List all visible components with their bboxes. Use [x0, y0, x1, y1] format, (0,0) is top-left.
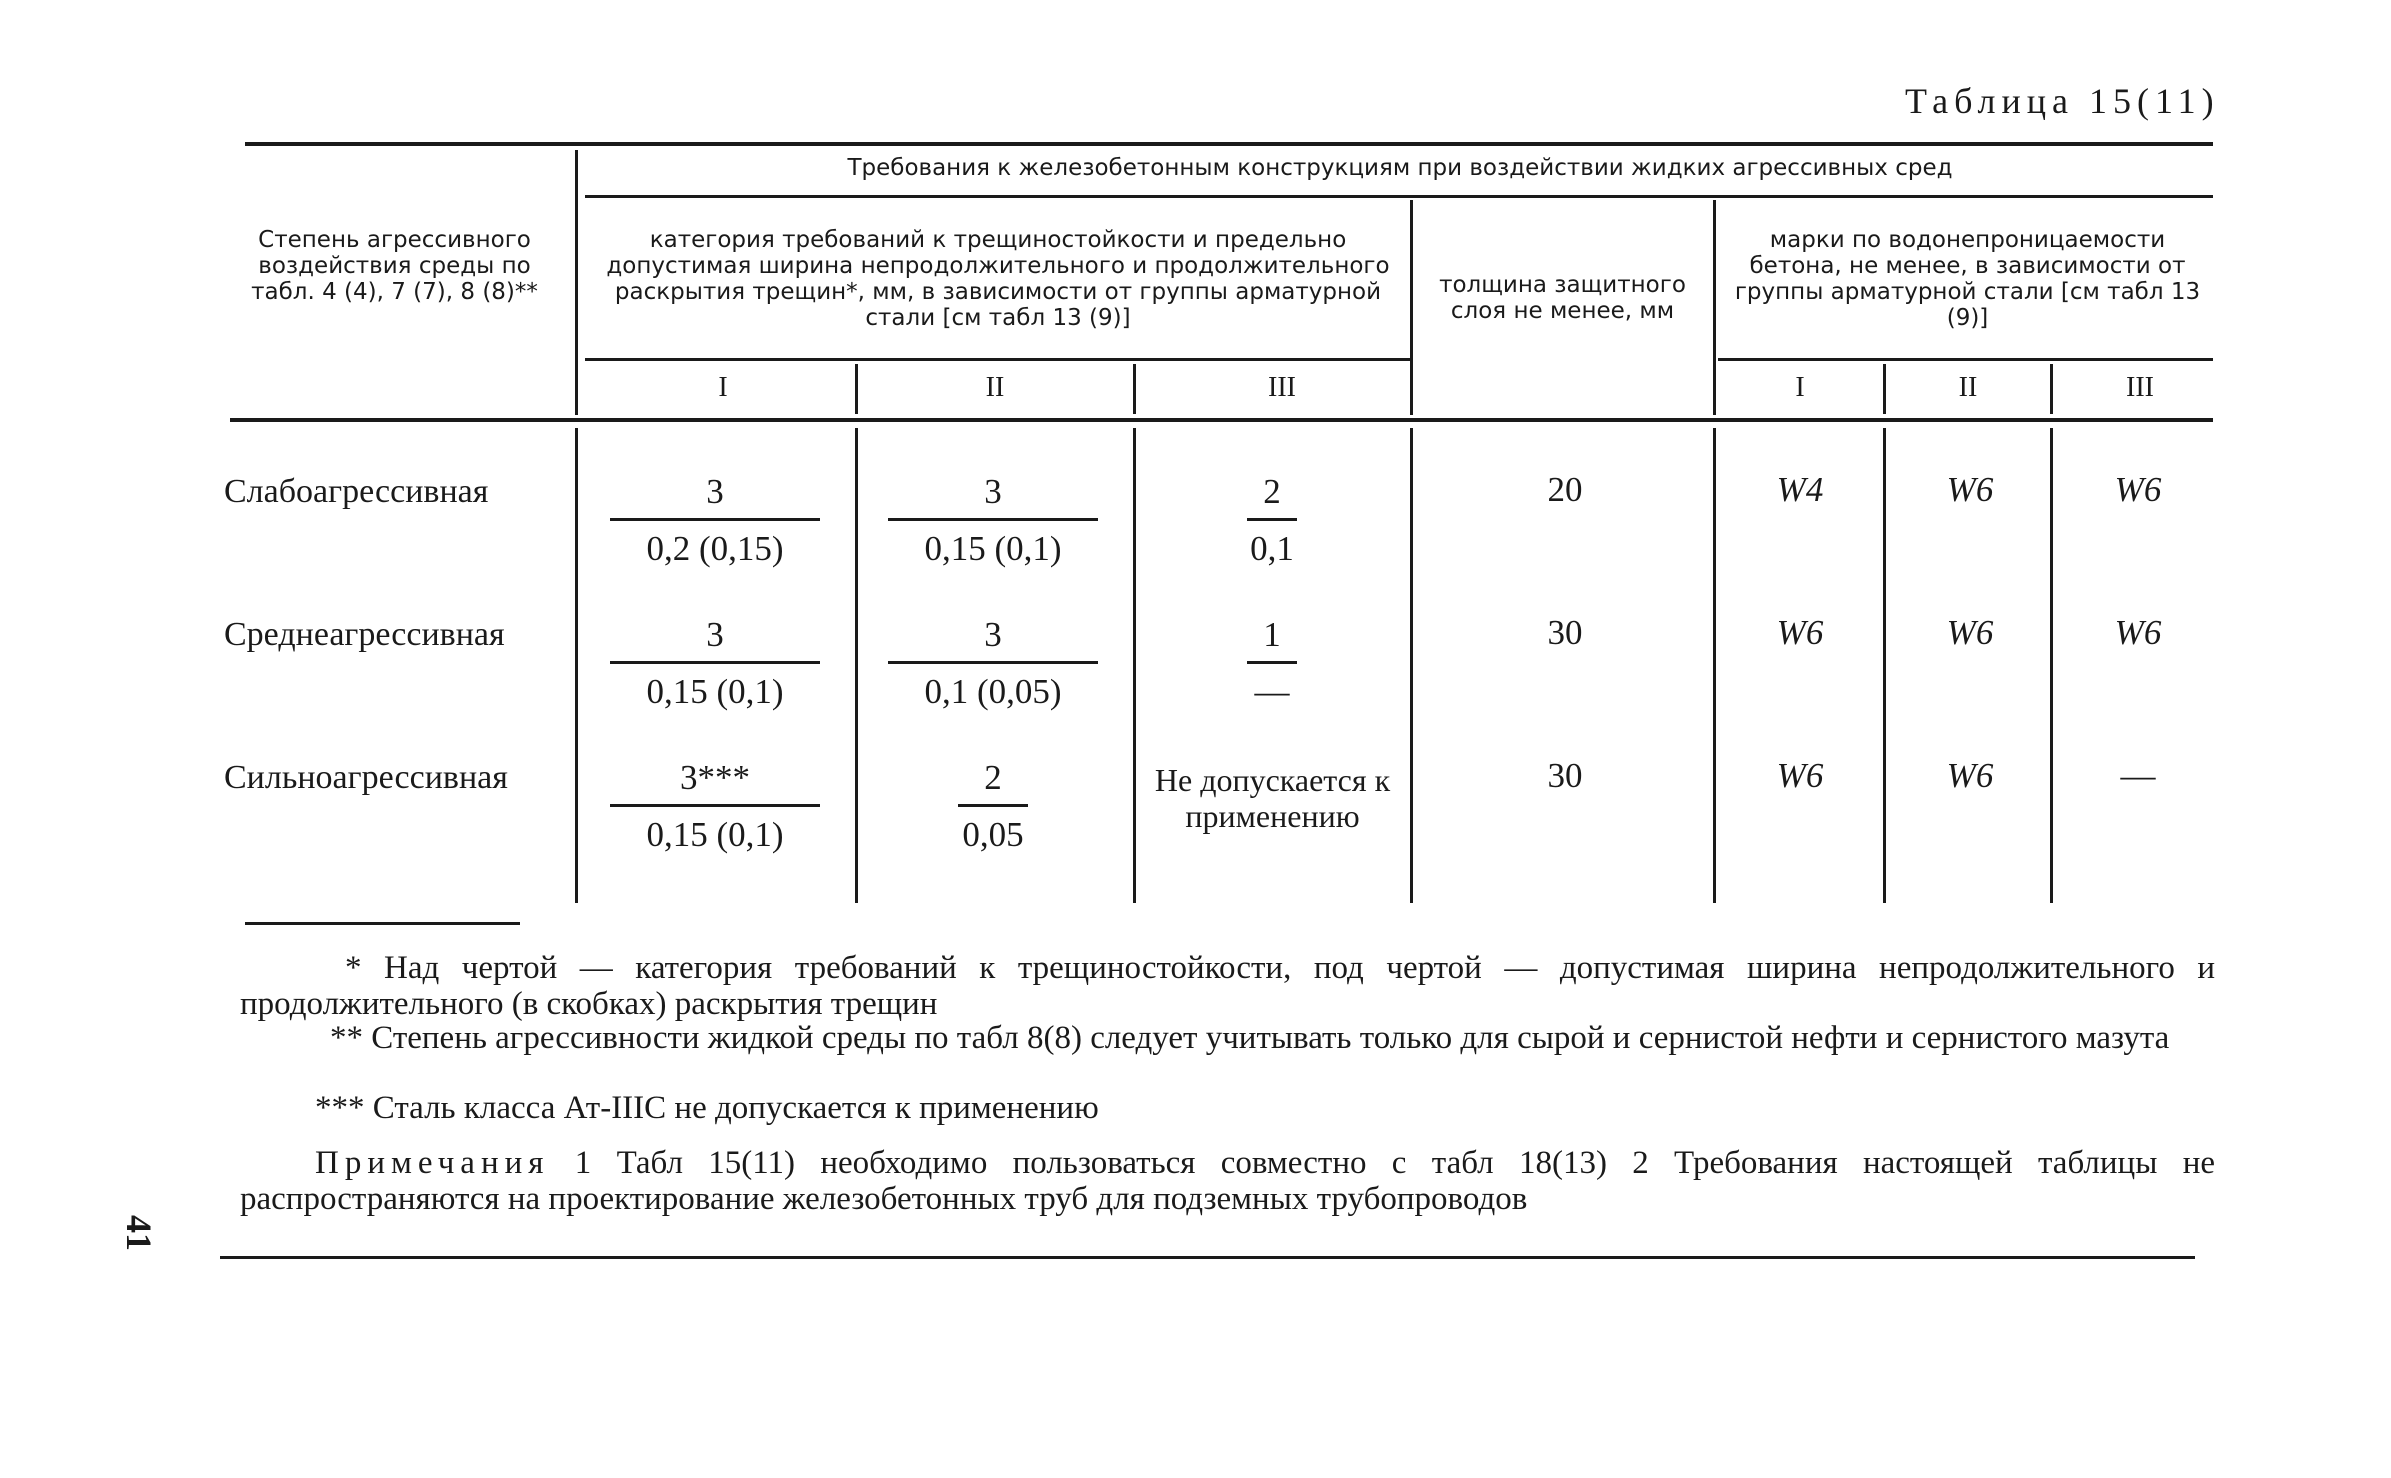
fraction-bar	[888, 661, 1098, 664]
col-divider-cover	[1410, 200, 1413, 415]
col-divider-water-1-body	[1883, 428, 1886, 903]
col-divider-water-2-body	[2050, 428, 2053, 903]
col-divider-water-2	[2050, 364, 2053, 414]
fraction-denominator: 0,15 (0,1)	[646, 815, 784, 854]
fraction-denominator: 0,15 (0,1)	[646, 672, 784, 711]
header-cover: толщина защитного слоя не менее, мм	[1439, 272, 1686, 324]
fraction-numerator: 3	[984, 472, 1002, 511]
fraction-numerator: 1	[1263, 615, 1281, 654]
header-sub-rule	[585, 195, 2213, 198]
crack-value-medium-3	[1152, 613, 1392, 714]
header-degree: Степень агрессивного воздействия среды по табл. 4 (4), 7 (7), 8 (8)**	[251, 227, 538, 305]
col-divider-water-1	[1883, 364, 1886, 414]
col-divider-water	[1713, 200, 1716, 415]
crack-value-strong-1	[595, 756, 835, 857]
crack-group-3: III	[1268, 372, 1296, 403]
crack-value-medium-1	[595, 613, 835, 714]
fraction-numerator: 3	[706, 472, 724, 511]
row-label-weak: Слабоагрессивная	[224, 473, 489, 510]
fraction-bar	[1247, 661, 1297, 664]
fraction-bar	[888, 518, 1098, 521]
water-strong-2: W6	[1946, 756, 1994, 795]
water-group-1: I	[1795, 372, 1805, 403]
footnote-3: *** Сталь класса Ат-IIIС не допускается к применению	[315, 1090, 1099, 1126]
water-strong-3: —	[2120, 756, 2156, 795]
fraction-bar	[610, 661, 820, 664]
fraction-denominator: —	[1254, 672, 1290, 711]
col-divider-label	[575, 150, 578, 415]
crack-value-medium-2	[873, 613, 1113, 714]
table-title: Таблица 15(11)	[1905, 81, 2220, 121]
notes-text: 1 Табл 15(11) необходимо пользоваться совместно с табл 18(13) 2 Требования настоящей таблицы не распространяются на проектирование железобетонных труб для подземных трубопроводов	[240, 1145, 2215, 1217]
fraction-bar	[1247, 518, 1297, 521]
cover-strong: 30	[1547, 756, 1583, 795]
notes-block	[240, 1145, 2215, 1217]
header-bottom-rule	[230, 418, 2213, 422]
row-label-medium: Среднеагрессивная	[224, 616, 505, 653]
notes-label: Примечания	[315, 1145, 550, 1181]
crack-value-weak-1	[595, 470, 835, 571]
fraction-denominator: 0,2 (0,15)	[646, 529, 784, 568]
crack-not-allowed-strong: Не допускается к применению	[1154, 762, 1391, 834]
water-medium-3: W6	[2114, 613, 2162, 652]
fraction-numerator: 3***	[680, 758, 750, 797]
fraction-bar	[610, 804, 820, 807]
fraction-numerator: 3	[706, 615, 724, 654]
header-water: марки по водонепроницаемости бетона, не менее, в зависимости от группы арматурной стали [см табл 13 (9)]	[1734, 227, 2201, 331]
footnote-1: * Над чертой — категория требований к трещиностойкости, под чертой — допустимая ширина непродолжительного и продолжительного (в скобках) раскрытия трещин	[240, 950, 2215, 1022]
fraction-denominator: 0,15 (0,1)	[924, 529, 1062, 568]
water-weak-2: W6	[1946, 470, 1994, 509]
fraction-numerator: 2	[984, 758, 1002, 797]
water-weak-3: W6	[2114, 470, 2162, 509]
fraction-denominator: 0,1	[1250, 529, 1294, 568]
col-divider-cover-body	[1410, 428, 1413, 903]
water-groups-rule	[1718, 358, 2213, 361]
crack-groups-rule	[585, 358, 1410, 361]
fraction-bar	[958, 804, 1028, 807]
water-group-2: II	[1958, 372, 1978, 403]
crack-value-weak-2	[873, 470, 1113, 571]
crack-value-strong-2	[873, 756, 1113, 857]
fraction-bar	[610, 518, 820, 521]
col-divider-water-body	[1713, 428, 1716, 903]
col-divider-label-body	[575, 428, 578, 903]
crack-group-1: I	[718, 372, 728, 403]
header-main: Требования к железобетонным конструкциям при воздействии жидких агрессивных сред	[847, 155, 1953, 181]
cover-medium: 30	[1547, 613, 1583, 652]
header-crack: категория требований к трещиностойкости и предельно допустимая ширина непродолжительного и продолжительного раскрытия трещин*, мм, в зависимости от группы арматурной стали [см табл 13 (9)]	[606, 227, 1390, 331]
fraction-numerator: 3	[984, 615, 1002, 654]
water-weak-1: W4	[1776, 470, 1824, 509]
col-divider-crack-2-body	[1133, 428, 1136, 903]
fraction-numerator: 2	[1263, 472, 1281, 511]
water-medium-1: W6	[1776, 613, 1824, 652]
footnote-2: ** Степень агрессивности жидкой среды по табл 8(8) следует учитывать только для сырой и сернистой нефти и сернистого мазута	[330, 1020, 2170, 1056]
col-divider-crack-1-body	[855, 428, 858, 903]
crack-value-weak-3	[1152, 470, 1392, 571]
table-top-rule	[245, 142, 2213, 146]
crack-group-2: II	[985, 372, 1005, 403]
page-number: 41	[119, 1215, 159, 1251]
footnote-rule	[245, 922, 520, 925]
water-strong-1: W6	[1776, 756, 1824, 795]
water-group-3: III	[2126, 372, 2154, 403]
page-bottom-rule	[220, 1256, 2195, 1259]
water-medium-2: W6	[1946, 613, 1994, 652]
fraction-denominator: 0,05	[962, 815, 1024, 854]
col-divider-crack-2	[1133, 364, 1136, 414]
col-divider-crack-1	[855, 364, 858, 414]
fraction-denominator: 0,1 (0,05)	[924, 672, 1062, 711]
cover-weak: 20	[1547, 470, 1583, 509]
row-label-strong: Сильноагрессивная	[224, 759, 508, 796]
